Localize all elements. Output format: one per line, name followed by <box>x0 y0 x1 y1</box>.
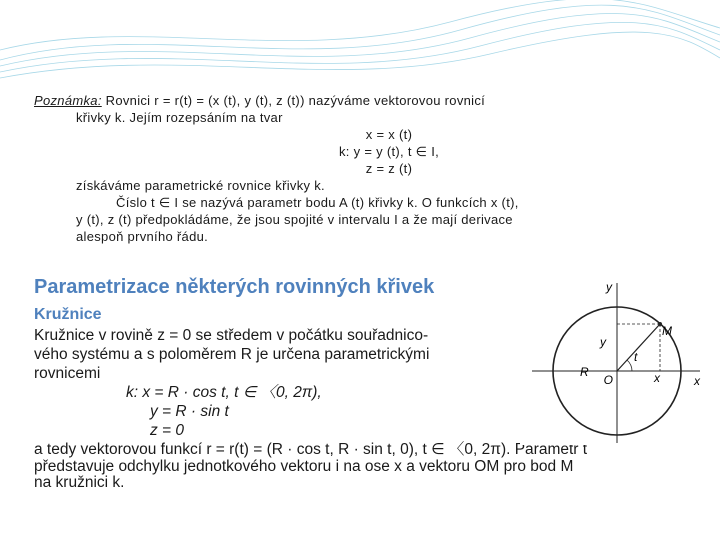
radius-r-label: R <box>580 365 589 379</box>
body-line-6: na kružnici k. <box>34 474 125 491</box>
body-line-3: rovnicemi <box>34 365 101 382</box>
note-line-4: Číslo t ∈ I se nazývá parametr bodu A (t) křivky k. O funkcích x (t), <box>116 195 519 210</box>
y-axis-label: y <box>606 280 612 294</box>
x-coord-label: x <box>654 371 660 385</box>
angle-arc <box>627 360 632 371</box>
note-line-6: alespoň prvního řádu. <box>76 229 209 244</box>
note-line-2: křivky k. Jejím rozepsáním na tvar <box>76 110 283 125</box>
y-coord-label: y <box>600 335 606 349</box>
note-equation-2: k: y = y (t), t ∈ I, <box>338 144 440 159</box>
circle-diagram <box>520 275 705 445</box>
note-line-1: Rovnici r = r(t) = (x (t), y (t), z (t)) nazýváme vektorovou rovnicí <box>101 93 486 108</box>
body-equation-1: k: x = R · cos t, t ∈ 〈0, 2π), <box>126 384 322 401</box>
subsection-heading: Kružnice <box>34 306 102 323</box>
section-heading: Parametrizace některých rovinných křivek <box>34 276 435 298</box>
body-line-2: vého systému a s poloměrem R je určena parametrickými <box>34 346 430 363</box>
note-line-3: získáváme parametrické rovnice křivky k. <box>76 178 325 193</box>
body-line-1: Kružnice v rovině z = 0 se středem v počátku souřadnico- <box>34 327 429 344</box>
body-line-5: představuje odchylku jednotkového vektoru i na ose x a vektoru OM pro bod M <box>34 458 574 475</box>
note-equation-3: z = z (t) <box>365 161 413 176</box>
body-equation-3: z = 0 <box>150 422 185 439</box>
decorative-curves <box>0 0 720 90</box>
note-equation-1: x = x (t) <box>365 127 413 142</box>
radius-om <box>617 324 660 371</box>
point-m-label: M <box>662 324 672 338</box>
x-axis-label: x <box>694 374 700 388</box>
body-line-4: a tedy vektorovou funkcí r = r(t) = (R · cos t, R · sin t, 0), t ∈ 〈0, 2π). Parametr t <box>34 441 588 458</box>
body-equation-2: y = R · sin t <box>150 403 229 420</box>
note-block <box>34 92 684 245</box>
angle-t-label: t <box>634 350 638 364</box>
origin-label: O <box>603 373 613 387</box>
note-label: Poznámka: <box>34 93 102 108</box>
note-line-5: y (t), z (t) předpokládáme, že jsou spojité v intervalu I a že mají derivace <box>76 212 513 227</box>
